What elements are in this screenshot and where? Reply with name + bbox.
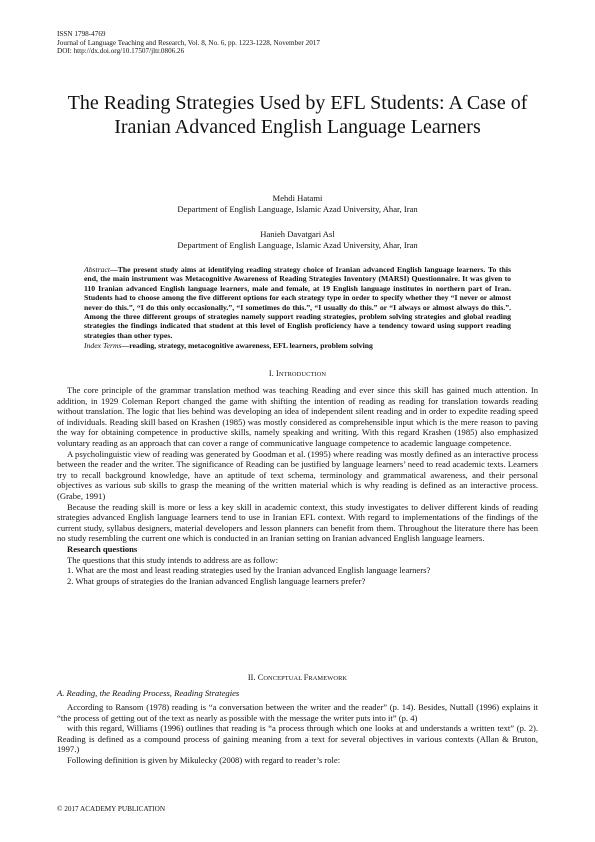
introduction-body xyxy=(57,385,538,586)
journal-header xyxy=(57,30,320,56)
index-terms-text: —reading, strategy, metacognitive awareness, EFL learners, problem solving xyxy=(121,341,373,350)
abstract-text: —The present study aims at identifying reading strategy choice of Iranian advanced English language learners. To this end, the main instrument was Metacognitive Awareness of Reading Strategies Inventory (MARSI) Questionnaire. It was given to 110 Iranian advanced English language learners, male and female, at 19 English language institutes in northern part of Iran. Students had to choose among the five different options for each strategy type in order to specify whether they “I never or almost never do this.”, “I do this only occasionally.”, “I sometimes do this.”, “I usually do this.” or “I always or almost always do this.”. Among the three different groups of strategies namely support reading strategies, problem solving strategies and global reading strategies the findings indicated that student at this level of English proficiency have a tendency toward using support reading strategies than other types. xyxy=(84,265,511,340)
section-heading-conceptual-framework: II. CONCEPTUAL FRAMEWORK xyxy=(247,673,348,682)
issn: ISSN 1798-4769 xyxy=(57,30,106,38)
index-terms xyxy=(84,341,511,350)
research-questions-heading: Research questions xyxy=(67,543,138,554)
paragraph: with this regard, Williams (1996) outlines that reading is “a process through which one looks at and understands a written text” (p. 2). Reading is defined as a compound process of gaining meaning from a text for several objectives in various contexts (Allan & Bruton, 1997.) xyxy=(57,723,538,755)
research-questions-intro: The questions that this study intends to address are as follow: xyxy=(67,554,278,565)
paragraph: The core principle of the grammar translation method was teaching Reading and ever since this skill has gained much attention. In addition, in 1929 Coleman Report changed the game with shifting the intention of reading as reading for translation towards reading without translation. The logic that lies behind was developing an idea of independent silent reading and in order to expedite reading speed of individuals. Reading skill based on Krashen (1985) was mostly considered as comprehensible input which is the mere reason to paving the way for obtaining competence in productive skills, namely speaking and writing. With this regard Krashen (1985) also emphasized voluntary reading as an approach that can cover a range of communicative language competence to academic language competence. xyxy=(57,385,538,448)
research-question: 1. What are the most and least reading strategies used by the Iranian advanced English language learners? xyxy=(67,565,431,576)
author-affiliation: Department of English Language, Islamic Azad University, Ahar, Iran xyxy=(177,239,418,250)
author-name: Mehdi Hatami xyxy=(272,193,323,203)
paper-title: The Reading Strategies Used by EFL Students: A Case of Iranian Advanced English Language Learners xyxy=(67,92,528,138)
paragraph: Following definition is given by Mikulecky (2008) with regard to reader’s role: xyxy=(67,754,341,765)
page-footer: © 2017 ACADEMY PUBLICATION xyxy=(57,805,166,813)
subsection-heading: A. Reading, the Reading Process, Reading Strategies xyxy=(57,688,240,698)
paragraph: Because the reading skill is more or less a key skill in academic context, this study investigates to deliver different kinds of reading strategies advanced English language learners tend to use in Iranian EFL context. With regard to implementations of the findings of the current study, syllabus designers, material developers and lesson planners can benefit from them. Throughout the literature there has been no study resembling the current one which is conducted in an Iranian setting on Iranian advanced English language learners. xyxy=(57,501,538,544)
paragraph: According to Ransom (1978) reading is “a conversation between the writer and the reader” (p. 14). Besides, Nuttall (1996) explains it “the process of getting out of the text as nearly as possible with the message the writer puts into it” (p. 4) xyxy=(57,702,538,723)
research-question: 2. What groups of strategies do the Iranian advanced English language learners prefer? xyxy=(67,575,366,586)
abstract-label: Abstract xyxy=(84,265,111,274)
author-affiliation: Department of English Language, Islamic Azad University, Ahar, Iran xyxy=(177,203,418,214)
index-terms-label: Index Terms xyxy=(84,341,122,350)
author-name: Hanieh Davatgari Asl xyxy=(260,229,335,239)
author-block-1 xyxy=(57,193,538,214)
doi: DOI: http://dx.doi.org/10.17507/jltr.0806.26 xyxy=(57,47,185,56)
paragraph: A psycholinguistic view of reading was generated by Goodman et al. (1995) where reading was mostly defined as an interactive process between the reader and the writer. The significance of Reading can be justified by language learners’ need to read academic texts. Learners try to recall background knowledge, have an aptitude of text schema, terminology and grammatical awareness, and their personal objectives as various sub skills to grasp the meaning of the written material which is why reading is defined as an interactive process. (Grabe, 1991) xyxy=(57,448,538,501)
conceptual-framework-body xyxy=(57,702,538,766)
abstract xyxy=(84,265,511,340)
section-heading-introduction: I. INTRODUCTION xyxy=(268,369,327,378)
author-block-2 xyxy=(57,229,538,250)
journal-citation: Journal of Language Teaching and Research, Vol. 8, No. 6, pp. 1223-1228, November 2017 xyxy=(57,38,320,47)
